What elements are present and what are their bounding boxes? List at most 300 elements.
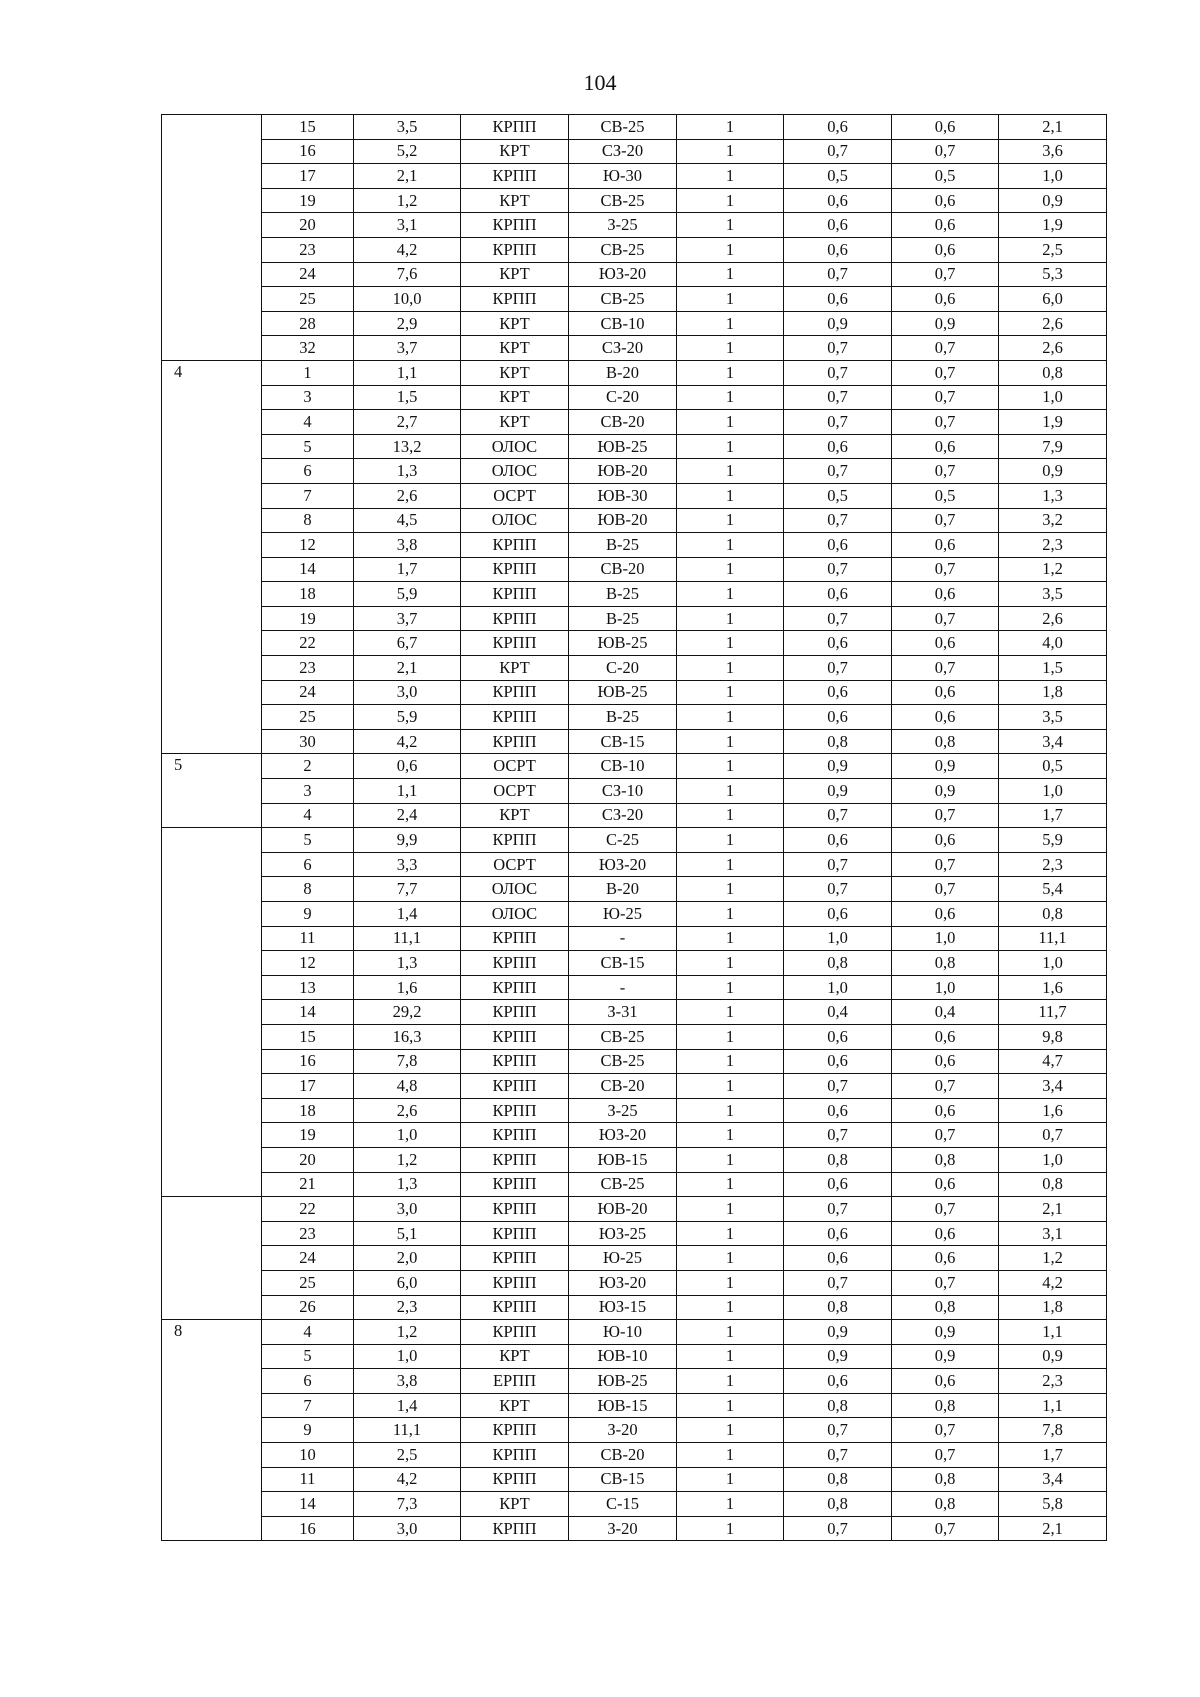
- table-row: [162, 311, 1107, 336]
- table-cell: 8: [262, 877, 354, 902]
- table-row: [162, 287, 1107, 312]
- table-cell: 1: [677, 705, 784, 730]
- table-cell: Ю-25: [569, 902, 677, 927]
- table-cell: 0,8: [999, 902, 1107, 927]
- table-cell: 0,7: [892, 262, 999, 287]
- table-row: [162, 1369, 1107, 1394]
- table-cell: 0,6: [784, 582, 892, 607]
- table-cell: 1: [677, 680, 784, 705]
- table-cell: В-25: [569, 705, 677, 730]
- table-cell: 0,6: [784, 237, 892, 262]
- table-cell: ЮВ-15: [569, 1393, 677, 1418]
- table-cell: ЮЗ-20: [569, 262, 677, 287]
- table-cell: 11,1: [354, 926, 461, 951]
- table-cell: 0,7: [784, 803, 892, 828]
- table-cell: СВ-15: [569, 951, 677, 976]
- table-row: [162, 1443, 1107, 1468]
- table-cell: 1,7: [999, 1443, 1107, 1468]
- table-cell: 1: [677, 213, 784, 238]
- table-cell: 23: [262, 1221, 354, 1246]
- table-cell: 3,2: [999, 508, 1107, 533]
- table-cell: ОЛОС: [461, 508, 569, 533]
- table-cell: КРТ: [461, 262, 569, 287]
- table-cell: С-15: [569, 1492, 677, 1517]
- table-cell: 0,5: [784, 483, 892, 508]
- table-cell: СЗ-20: [569, 803, 677, 828]
- table-cell: 8: [262, 508, 354, 533]
- table-cell: 16: [262, 1516, 354, 1541]
- table-cell: 12: [262, 951, 354, 976]
- table-cell: 10,0: [354, 287, 461, 312]
- table-cell: КРТ: [461, 360, 569, 385]
- table-row: [162, 975, 1107, 1000]
- table-cell: 2,1: [999, 115, 1107, 140]
- table-cell: 24: [262, 262, 354, 287]
- table-cell: 0,6: [784, 1098, 892, 1123]
- table-cell: 1: [677, 803, 784, 828]
- table-cell: СВ-20: [569, 410, 677, 435]
- table-cell: 0,9: [784, 1344, 892, 1369]
- table-cell: 0,6: [784, 1369, 892, 1394]
- table-cell: З-25: [569, 213, 677, 238]
- group-label-cell: 4: [162, 360, 262, 754]
- table-cell: 0,8: [784, 729, 892, 754]
- table-cell: 0,5: [784, 164, 892, 189]
- table-cell: СВ-25: [569, 1172, 677, 1197]
- table-cell: 3,1: [999, 1221, 1107, 1246]
- table-cell: 1: [677, 557, 784, 582]
- table-cell: 0,9: [784, 779, 892, 804]
- table-row: [162, 754, 1107, 779]
- table-cell: 0,7: [784, 385, 892, 410]
- table-cell: КРПП: [461, 1123, 569, 1148]
- table-cell: СВ-10: [569, 311, 677, 336]
- table-cell: 15: [262, 1024, 354, 1049]
- table-cell: 3,4: [999, 729, 1107, 754]
- table-cell: 0,6: [892, 213, 999, 238]
- table-cell: 7,6: [354, 262, 461, 287]
- table-cell: 0,6: [892, 902, 999, 927]
- table-cell: 1,9: [999, 213, 1107, 238]
- table-cell: 13: [262, 975, 354, 1000]
- table-cell: 0,9: [999, 1344, 1107, 1369]
- table-cell: 1,0: [999, 951, 1107, 976]
- table-cell: 1: [677, 1221, 784, 1246]
- table-cell: КРПП: [461, 1172, 569, 1197]
- table-cell: 1: [677, 385, 784, 410]
- table-cell: СВ-20: [569, 557, 677, 582]
- table-cell: 2,5: [999, 237, 1107, 262]
- table-cell: 0,7: [892, 656, 999, 681]
- table-cell: 1,0: [999, 385, 1107, 410]
- table-cell: СВ-25: [569, 1049, 677, 1074]
- table-cell: 3: [262, 385, 354, 410]
- table-cell: 0,6: [784, 115, 892, 140]
- table-cell: 1: [677, 410, 784, 435]
- table-row: [162, 877, 1107, 902]
- table-cell: 0,7: [784, 1074, 892, 1099]
- table-cell: 6: [262, 1369, 354, 1394]
- table-cell: З-25: [569, 1098, 677, 1123]
- table-cell: 0,9: [999, 188, 1107, 213]
- group-label-cell: 5: [162, 754, 262, 828]
- table-cell: З-20: [569, 1418, 677, 1443]
- table-cell: СВ-25: [569, 188, 677, 213]
- table-cell: 0,7: [892, 1418, 999, 1443]
- table-cell: В-20: [569, 877, 677, 902]
- table-row: [162, 237, 1107, 262]
- table-cell: СЗ-20: [569, 336, 677, 361]
- table-cell: 0,6: [784, 287, 892, 312]
- table-cell: 2,1: [354, 656, 461, 681]
- table-cell: 0,6: [892, 287, 999, 312]
- table-cell: 1: [677, 1049, 784, 1074]
- table-cell: КРПП: [461, 1074, 569, 1099]
- table-cell: КРПП: [461, 1000, 569, 1025]
- table-row: [162, 1074, 1107, 1099]
- table-cell: 1: [677, 1147, 784, 1172]
- table-row: [162, 803, 1107, 828]
- table-cell: 5,3: [999, 262, 1107, 287]
- table-cell: КРПП: [461, 1443, 569, 1468]
- table-cell: 1,3: [354, 459, 461, 484]
- table-cell: 0,7: [892, 1074, 999, 1099]
- table-cell: 0,9: [892, 1320, 999, 1345]
- table-cell: 0,7: [784, 1123, 892, 1148]
- table-cell: 0,8: [999, 1172, 1107, 1197]
- table-cell: 3,7: [354, 336, 461, 361]
- table-row: [162, 680, 1107, 705]
- table-cell: 0,6: [892, 533, 999, 558]
- table-cell: ОЛОС: [461, 459, 569, 484]
- table-cell: 32: [262, 336, 354, 361]
- table-cell: 1,2: [999, 557, 1107, 582]
- table-cell: 1: [677, 1369, 784, 1394]
- table-cell: 23: [262, 656, 354, 681]
- table-cell: 25: [262, 705, 354, 730]
- table-row: [162, 1270, 1107, 1295]
- table-cell: 0,4: [784, 1000, 892, 1025]
- table-cell: ОЛОС: [461, 902, 569, 927]
- table-row: [162, 779, 1107, 804]
- table-cell: 1: [677, 1000, 784, 1025]
- table-cell: КРПП: [461, 926, 569, 951]
- table-cell: 1: [677, 631, 784, 656]
- table-cell: 1: [677, 606, 784, 631]
- table-row: [162, 262, 1107, 287]
- table-cell: СВ-20: [569, 1443, 677, 1468]
- table-cell: ЕРПП: [461, 1369, 569, 1394]
- table-cell: 0,6: [784, 213, 892, 238]
- table-cell: ЮВ-25: [569, 434, 677, 459]
- table-cell: КРПП: [461, 1295, 569, 1320]
- table-cell: КРПП: [461, 1098, 569, 1123]
- table-cell: 4: [262, 410, 354, 435]
- table-cell: С-20: [569, 656, 677, 681]
- table-cell: 0,6: [784, 902, 892, 927]
- table-cell: 0,6: [784, 828, 892, 853]
- table-cell: 1: [677, 115, 784, 140]
- table-cell: В-20: [569, 360, 677, 385]
- table-cell: 1: [677, 926, 784, 951]
- table-cell: 0,6: [892, 434, 999, 459]
- table-row: [162, 1098, 1107, 1123]
- table-cell: КРТ: [461, 1492, 569, 1517]
- table-cell: 2,9: [354, 311, 461, 336]
- table-row: [162, 1467, 1107, 1492]
- table-cell: 1,0: [892, 926, 999, 951]
- table-cell: 22: [262, 1197, 354, 1222]
- table-cell: КРПП: [461, 1418, 569, 1443]
- table-cell: 2,5: [354, 1443, 461, 1468]
- table-row: [162, 360, 1107, 385]
- table-row: [162, 1197, 1107, 1222]
- table-cell: КРТ: [461, 385, 569, 410]
- table-row: [162, 729, 1107, 754]
- table-cell: 0,7: [892, 557, 999, 582]
- table-cell: 0,7: [999, 1123, 1107, 1148]
- table-cell: 1: [677, 877, 784, 902]
- table-cell: 0,7: [892, 1443, 999, 1468]
- table-row: [162, 410, 1107, 435]
- table-cell: 19: [262, 1123, 354, 1148]
- table-cell: 1,0: [784, 926, 892, 951]
- table-cell: 1,2: [354, 1147, 461, 1172]
- table-row: [162, 483, 1107, 508]
- table-cell: ОЛОС: [461, 877, 569, 902]
- table-cell: 1: [677, 287, 784, 312]
- table-cell: 2,6: [999, 336, 1107, 361]
- table-cell: 0,6: [784, 1172, 892, 1197]
- table-cell: 0,8: [892, 729, 999, 754]
- table-cell: 0,7: [784, 410, 892, 435]
- table-cell: -: [569, 975, 677, 1000]
- table-cell: 24: [262, 1246, 354, 1271]
- table-cell: 20: [262, 1147, 354, 1172]
- table-cell: 1,6: [999, 975, 1107, 1000]
- table-cell: 0,7: [892, 336, 999, 361]
- table-cell: 1,0: [892, 975, 999, 1000]
- table-cell: 1,2: [354, 188, 461, 213]
- table-cell: 0,7: [784, 656, 892, 681]
- table-cell: КРПП: [461, 680, 569, 705]
- table-cell: 11,7: [999, 1000, 1107, 1025]
- table-cell: ЮВ-15: [569, 1147, 677, 1172]
- table-cell: КРПП: [461, 1221, 569, 1246]
- table-cell: КРПП: [461, 705, 569, 730]
- table-cell: 0,6: [892, 1221, 999, 1246]
- table-cell: КРПП: [461, 975, 569, 1000]
- page-number: 104: [583, 70, 617, 95]
- group-label-cell: 8: [162, 1320, 262, 1541]
- table-cell: 0,8: [892, 951, 999, 976]
- table-cell: 4,0: [999, 631, 1107, 656]
- table-cell: 1: [677, 1320, 784, 1345]
- table-row: [162, 631, 1107, 656]
- table-cell: 1: [677, 459, 784, 484]
- table-cell: 16: [262, 139, 354, 164]
- table-cell: КРПП: [461, 287, 569, 312]
- table-cell: 0,8: [784, 1393, 892, 1418]
- table-cell: С-20: [569, 385, 677, 410]
- table-cell: 22: [262, 631, 354, 656]
- table-cell: 1,0: [999, 164, 1107, 189]
- table-cell: 3,5: [999, 582, 1107, 607]
- table-cell: 14: [262, 1492, 354, 1517]
- table-cell: 0,6: [784, 705, 892, 730]
- table-cell: Ю-25: [569, 1246, 677, 1271]
- table-cell: 0,9: [784, 1320, 892, 1345]
- table-cell: 1: [677, 360, 784, 385]
- table-cell: 0,6: [892, 1369, 999, 1394]
- table-cell: 0,6: [784, 1024, 892, 1049]
- table-cell: 11,1: [354, 1418, 461, 1443]
- table-cell: 1,0: [784, 975, 892, 1000]
- table-cell: 11: [262, 1467, 354, 1492]
- table-cell: СВ-15: [569, 729, 677, 754]
- table-cell: КРПП: [461, 606, 569, 631]
- group-label-cell: [162, 115, 262, 361]
- table-cell: 3,1: [354, 213, 461, 238]
- table-cell: 1: [677, 1123, 784, 1148]
- table-cell: 1: [677, 237, 784, 262]
- table-cell: КРПП: [461, 164, 569, 189]
- table-cell: КРПП: [461, 1197, 569, 1222]
- table-cell: 0,7: [784, 508, 892, 533]
- table-cell: 7: [262, 483, 354, 508]
- table-cell: КРПП: [461, 1320, 569, 1345]
- table-cell: 0,7: [892, 508, 999, 533]
- table-cell: 3,5: [999, 705, 1107, 730]
- table-cell: 1: [677, 1295, 784, 1320]
- table-cell: 0,6: [892, 631, 999, 656]
- table-cell: 2: [262, 754, 354, 779]
- table-cell: КРТ: [461, 139, 569, 164]
- table-cell: КРПП: [461, 1270, 569, 1295]
- table-cell: 25: [262, 1270, 354, 1295]
- table-cell: 1,3: [354, 1172, 461, 1197]
- table-cell: КРПП: [461, 582, 569, 607]
- table-cell: 2,1: [354, 164, 461, 189]
- table-cell: 1: [677, 1418, 784, 1443]
- table-cell: ОЛОС: [461, 434, 569, 459]
- table-cell: 0,5: [892, 483, 999, 508]
- table-cell: В-25: [569, 582, 677, 607]
- table-cell: 0,7: [784, 139, 892, 164]
- table-cell: 5,4: [999, 877, 1107, 902]
- table-row: [162, 385, 1107, 410]
- table-cell: 1: [677, 508, 784, 533]
- table-cell: 1,8: [999, 680, 1107, 705]
- table-cell: 0,6: [784, 1246, 892, 1271]
- table-cell: ЮЗ-15: [569, 1295, 677, 1320]
- table-cell: 2,3: [999, 1369, 1107, 1394]
- table-cell: 3,4: [999, 1467, 1107, 1492]
- table-cell: 0,5: [892, 164, 999, 189]
- table-cell: 15: [262, 115, 354, 140]
- table-cell: 0,6: [784, 434, 892, 459]
- table-cell: 0,7: [784, 1197, 892, 1222]
- table-cell: 0,9: [892, 311, 999, 336]
- table-cell: 1: [677, 1516, 784, 1541]
- table-cell: 1: [677, 1443, 784, 1468]
- table-cell: 18: [262, 582, 354, 607]
- table-cell: 4,2: [354, 1467, 461, 1492]
- table-cell: 0,7: [784, 852, 892, 877]
- table-cell: ОСРТ: [461, 483, 569, 508]
- table-row: [162, 582, 1107, 607]
- table-cell: 9,9: [354, 828, 461, 853]
- table-cell: ЮВ-10: [569, 1344, 677, 1369]
- table-cell: 1: [677, 1492, 784, 1517]
- table-cell: 0,9: [892, 754, 999, 779]
- table-cell: 0,6: [892, 188, 999, 213]
- table-cell: 1,5: [999, 656, 1107, 681]
- table-cell: 17: [262, 1074, 354, 1099]
- table-cell: 1,9: [999, 410, 1107, 435]
- table-cell: 0,6: [892, 1172, 999, 1197]
- table-cell: 1: [677, 483, 784, 508]
- table-cell: СЗ-10: [569, 779, 677, 804]
- table-cell: ЮВ-25: [569, 680, 677, 705]
- table-cell: 2,1: [999, 1197, 1107, 1222]
- table-row: [162, 1393, 1107, 1418]
- table-cell: 0,6: [892, 1024, 999, 1049]
- table-row: [162, 459, 1107, 484]
- table-cell: 1: [677, 951, 784, 976]
- table-cell: 3,8: [354, 1369, 461, 1394]
- table-cell: 1: [677, 262, 784, 287]
- table-cell: 2,3: [354, 1295, 461, 1320]
- table-cell: 0,8: [784, 951, 892, 976]
- data-table: [161, 114, 1107, 1541]
- table-cell: 6: [262, 459, 354, 484]
- table-cell: 28: [262, 311, 354, 336]
- table-cell: 1,0: [354, 1123, 461, 1148]
- table-cell: 1: [677, 1270, 784, 1295]
- table-cell: 1: [677, 139, 784, 164]
- table-cell: 0,7: [784, 1443, 892, 1468]
- table-cell: СВ-25: [569, 115, 677, 140]
- table-cell: З-20: [569, 1516, 677, 1541]
- table-cell: 1: [677, 656, 784, 681]
- table-cell: 3,5: [354, 115, 461, 140]
- table-cell: 1: [677, 1098, 784, 1123]
- table-row: [162, 1123, 1107, 1148]
- table-cell: 0,8: [784, 1147, 892, 1172]
- table-cell: 0,7: [784, 1516, 892, 1541]
- table-cell: -: [569, 926, 677, 951]
- table-cell: 1,3: [999, 483, 1107, 508]
- table-cell: 0,8: [999, 360, 1107, 385]
- table-cell: 0,8: [784, 1467, 892, 1492]
- table-body: [162, 115, 1107, 1541]
- table-cell: 23: [262, 237, 354, 262]
- table-cell: КРПП: [461, 213, 569, 238]
- table-cell: 0,6: [892, 237, 999, 262]
- table-row: [162, 656, 1107, 681]
- table-cell: 2,0: [354, 1246, 461, 1271]
- table-cell: КРТ: [461, 336, 569, 361]
- table-cell: СВ-20: [569, 1074, 677, 1099]
- table-cell: 24: [262, 680, 354, 705]
- table-cell: 1: [677, 729, 784, 754]
- table-cell: 0,6: [892, 680, 999, 705]
- table-cell: 0,7: [784, 1270, 892, 1295]
- table-cell: 0,6: [892, 705, 999, 730]
- table-cell: 1: [677, 188, 784, 213]
- table-cell: КРПП: [461, 533, 569, 558]
